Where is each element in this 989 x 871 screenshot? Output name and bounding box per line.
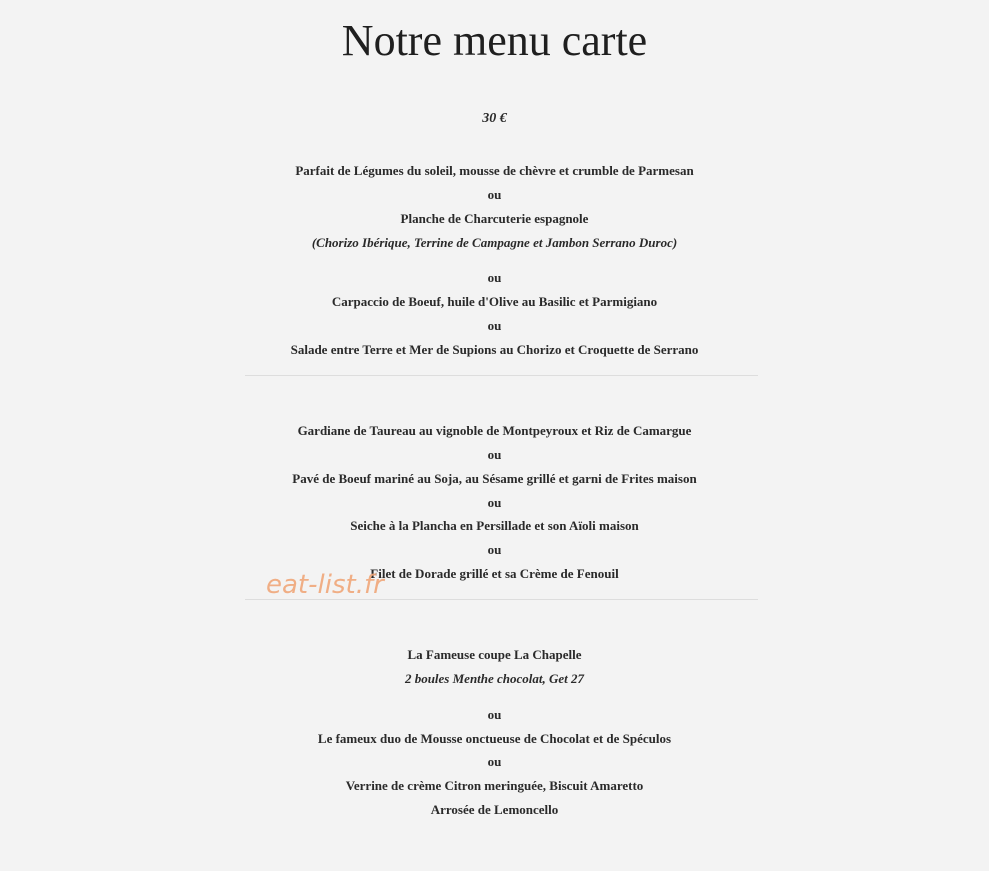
- dessert-item: La Fameuse coupe La Chapelle: [407, 647, 582, 662]
- page-title: Notre menu carte: [341, 16, 648, 65]
- main-item: Seiche à la Plancha en Persillade et son Aïoli maison: [350, 518, 639, 533]
- watermark: eat-list.fr: [266, 570, 384, 600]
- or-separator: ou: [487, 707, 502, 722]
- starter-item: Carpaccio de Boeuf, huile d'Olive au Basilic et Parmigiano: [331, 294, 658, 309]
- main-item: Pavé de Boeuf mariné au Soja, au Sésame grillé et garni de Frites maison: [292, 471, 697, 486]
- or-separator: ou: [487, 754, 502, 769]
- main-item: Gardiane de Taureau au vignoble de Montpeyroux et Riz de Camargue: [297, 423, 692, 438]
- or-separator: ou: [487, 495, 502, 510]
- or-separator: ou: [487, 318, 502, 333]
- starter-item-detail: (Chorizo Ibérique, Terrine de Campagne et Jambon Serrano Duroc): [311, 235, 678, 250]
- or-separator: ou: [487, 187, 502, 202]
- main-item: Filet de Dorade grillé et sa Crème de Fenouil: [370, 566, 619, 581]
- starter-item: Parfait de Légumes du soleil, mousse de chèvre et crumble de Parmesan: [295, 163, 694, 178]
- starter-item: Planche de Charcuterie espagnole: [400, 211, 589, 226]
- dessert-item-continuation: Arrosée de Lemoncello: [430, 802, 559, 817]
- dessert-item: Le fameux duo de Mousse onctueuse de Chocolat et de Spéculos: [317, 731, 672, 746]
- section-divider: [245, 375, 758, 376]
- or-separator: ou: [487, 270, 502, 285]
- starter-item: Salade entre Terre et Mer de Supions au Chorizo et Croquette de Serrano: [290, 342, 699, 357]
- dessert-item-detail: 2 boules Menthe chocolat, Get 27: [404, 671, 585, 686]
- dessert-item: Verrine de crème Citron meringuée, Biscuit Amaretto: [345, 778, 644, 793]
- or-separator: ou: [487, 447, 502, 462]
- menu-price: 30 €: [482, 111, 507, 126]
- or-separator: ou: [487, 542, 502, 557]
